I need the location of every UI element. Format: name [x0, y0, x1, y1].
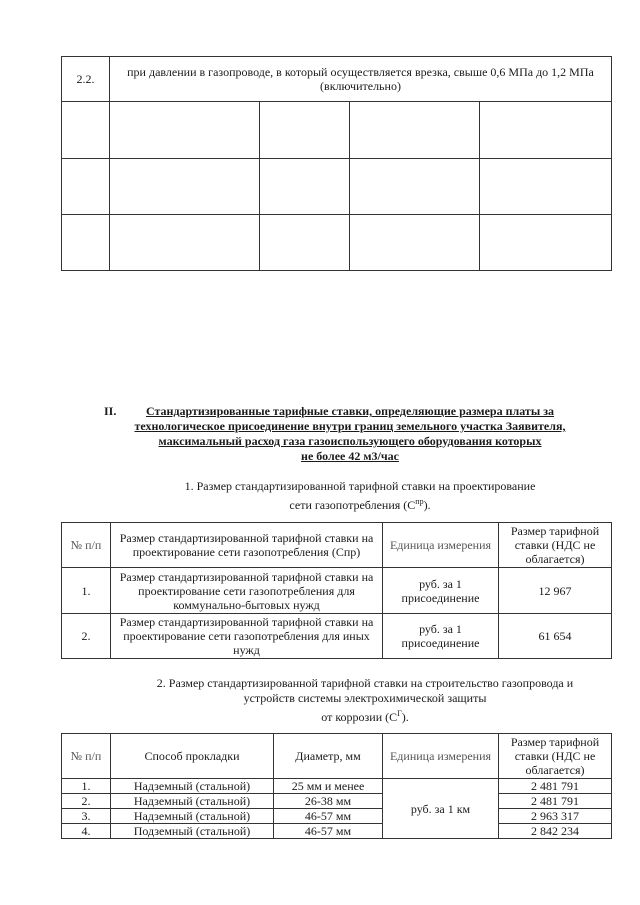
- table-row: [62, 614, 612, 659]
- cell-diameter: 46-57 мм: [274, 824, 383, 839]
- construction-rate-table: [61, 733, 612, 839]
- header-method: Способ прокладки: [111, 734, 274, 779]
- header-num: № п/п: [62, 523, 111, 568]
- table-row: [62, 824, 612, 839]
- cell-num: 1.: [62, 568, 111, 614]
- cell-num: 2.: [62, 794, 111, 809]
- cell-value: 2 963 317: [499, 809, 612, 824]
- cell-method: Надземный (стальной): [111, 809, 274, 824]
- cell-num: 2.: [62, 614, 111, 659]
- row-text: при давлении в газопроводе, в который осуществляется врезка, свыше 0,6 МПа до 1,2 МПа (включительно): [110, 57, 612, 102]
- cell-value: 2 842 234: [499, 824, 612, 839]
- header-value: Размер тарифной ставки (НДС не облагается): [499, 523, 612, 568]
- row-number: 2.2.: [62, 57, 110, 102]
- cell-diameter: 46-57 мм: [274, 809, 383, 824]
- table-row: [62, 779, 612, 794]
- subtitle-2-line2: устройств системы электрохимической защиты: [243, 691, 487, 705]
- table-row: [62, 794, 612, 809]
- cell-value: 61 654: [499, 614, 612, 659]
- cell-value: 12 967: [499, 568, 612, 614]
- cell-num: 3.: [62, 809, 111, 824]
- cell-diameter: 25 мм и менее: [274, 779, 383, 794]
- subtitle-2-line1: 2. Размер стандартизированной тарифной ставки на строительство газопровода и: [156, 676, 574, 690]
- header-unit: Единица измерения: [383, 523, 499, 568]
- subtitle-1-line2: сети газопотребления $(С^{пр})$.: [289, 497, 431, 512]
- cell-method: Подземный (стальной): [111, 824, 274, 839]
- cell-unit: руб. за 1 присоединение: [383, 614, 499, 659]
- header-diameter: Диаметр, мм: [274, 734, 383, 779]
- section-title-line2: технологическое присоединение внутри границ земельного участка Заявителя,: [134, 419, 566, 433]
- cell-value: 2 481 791: [499, 779, 612, 794]
- section-title-line4: не более 42 м3/час: [301, 449, 399, 463]
- table-row: [62, 809, 612, 824]
- cell-method: Надземный (стальной): [111, 779, 274, 794]
- cell-unit: руб. за 1 км: [383, 779, 499, 839]
- section-title-line3: максимальный расход газа газоиспользующего оборудования которых: [158, 434, 542, 448]
- table-row: [62, 215, 612, 271]
- cell-diameter: 26-38 мм: [274, 794, 383, 809]
- cell-num: 4.: [62, 824, 111, 839]
- design-rate-table: [61, 522, 612, 659]
- cell-desc: Размер стандартизированной тарифной ставки на проектирование сети газопотребления для иных нужд: [111, 614, 383, 659]
- table-row: [62, 159, 612, 215]
- header-num: № п/п: [62, 734, 111, 779]
- subtitle-2-line3: от коррозии $(С^Г)$.: [321, 709, 409, 724]
- section-number: II.: [104, 404, 117, 418]
- table-row: [62, 568, 612, 614]
- cell-desc: Размер стандартизированной тарифной ставки на проектирование сети газопотребления для коммунально-бытовых нужд: [111, 568, 383, 614]
- header-desc: Размер стандартизированной тарифной ставки на проектирование сети газопотребления (Спр): [111, 523, 383, 568]
- header-value: Размер тарифной ставки (НДС не облагается): [499, 734, 612, 779]
- cell-num: 1.: [62, 779, 111, 794]
- table-row: [62, 102, 612, 159]
- cell-method: Надземный (стальной): [111, 794, 274, 809]
- cell-value: 2 481 791: [499, 794, 612, 809]
- cell-unit: руб. за 1 присоединение: [383, 568, 499, 614]
- section-title-line1: Стандартизированные тарифные ставки, определяющие размера платы за: [145, 404, 555, 418]
- subtitle-1-line1: 1. Размер стандартизированной тарифной ставки на проектирование: [184, 479, 536, 493]
- top-table: [61, 56, 612, 271]
- header-unit: Единица измерения: [383, 734, 499, 779]
